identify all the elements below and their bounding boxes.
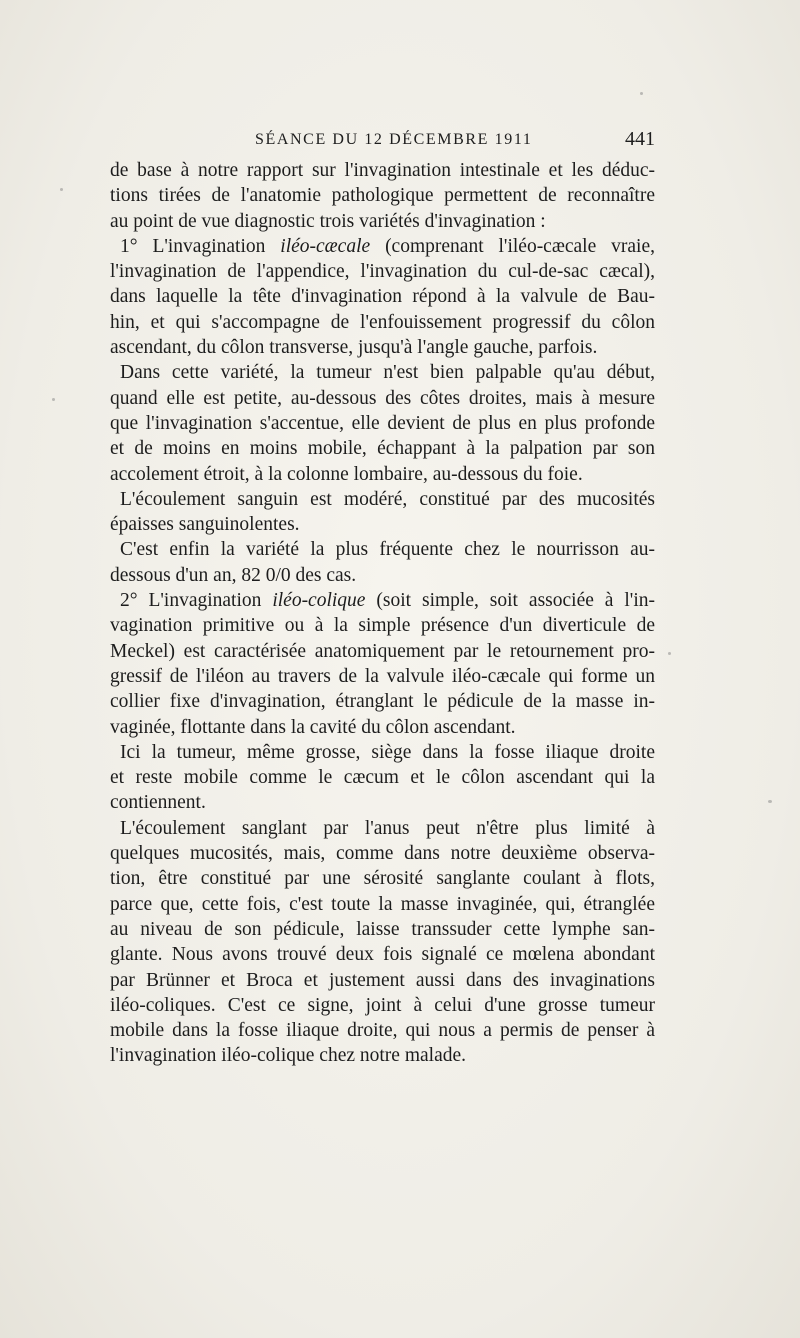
italic-term: iléo-cæcale — [280, 235, 371, 257]
text-line: au niveau de son pédicule, laisse transsuder cette lymphe san- — [110, 918, 655, 940]
text-line: iléo-coliques. C'est ce signe, joint à celui d'une grosse tumeur — [110, 994, 655, 1016]
text-line: hin, et qui s'accompagne de l'enfouissement progressif du côlon — [110, 311, 655, 333]
text-segment: 1° L'invagination — [120, 235, 281, 257]
text-line: de base à notre rapport sur l'invagination intestinale et les déduc- — [110, 160, 655, 181]
text-line: contiennent. — [110, 792, 206, 814]
paper-speck — [668, 652, 671, 655]
text-line: Ici la tumeur, même grosse, siège dans la fosse iliaque droite — [120, 741, 655, 763]
text-line: au point de vue diagnostic trois variétés d'invagination : — [110, 210, 546, 232]
text-line: accolement étroit, à la colonne lombaire, au-dessous du foie. — [110, 463, 583, 485]
text-line: collier fixe d'invagination, étranglant le pédicule de la masse in- — [110, 691, 655, 713]
text-line: tions tirées de l'anatomie pathologique permettent de reconnaître — [110, 185, 655, 207]
text-line — [110, 588, 655, 613]
text-segment: (comprenant l'iléo-cæcale vraie, — [370, 235, 655, 257]
page-header — [110, 128, 655, 158]
text-line: L'écoulement sanguin est modéré, constitué par des mucosités — [120, 488, 655, 510]
text-line: vagination primitive ou à la simple présence d'un diverticule de — [110, 615, 655, 637]
text-line: l'invagination iléo-colique chez notre malade. — [110, 1045, 466, 1067]
text-line: gressif de l'iléon au travers de la valvule iléo-cæcale qui forme un — [110, 665, 655, 687]
text-line: L'écoulement sanglant par l'anus peut n'être plus limité à — [120, 817, 655, 839]
text-line: glante. Nous avons trouvé deux fois signalé ce mœlena abondant — [110, 944, 655, 966]
text-line: Meckel) est caractérisée anatomiquement par le retournement pro- — [110, 640, 655, 662]
text-line: quelques mucosités, mais, comme dans notre deuxième observa- — [110, 843, 655, 865]
running-head: SÉANCE DU 12 DÉCEMBRE 1911 — [255, 131, 533, 148]
text-line — [110, 234, 655, 259]
text-line: l'invagination de l'appendice, l'invagination du cul-de-sac cæcal), — [110, 261, 655, 283]
paper-speck — [60, 188, 63, 191]
text-line: mobile dans la fosse iliaque droite, qui nous a permis de penser à — [110, 1020, 655, 1042]
paper-speck — [768, 800, 772, 803]
text-line: ascendant, du côlon transverse, jusqu'à l'angle gauche, parfois. — [110, 337, 598, 359]
text-line: Dans cette variété, la tumeur n'est bien palpable qu'au début, — [120, 362, 655, 384]
text-line: tion, être constitué par une sérosité sanglante coulant à flots, — [110, 868, 655, 890]
paper-speck — [640, 92, 643, 95]
text-segment: 2° L'invagination — [120, 590, 273, 612]
text-line: et de moins en moins mobile, échappant à la palpation par son — [110, 438, 655, 460]
text-line: dessous d'un an, 82 0/0 des cas. — [110, 564, 357, 586]
text-line: par Brünner et Broca et justement aussi dans des invaginations — [110, 969, 655, 991]
text-line: C'est enfin la variété la plus fréquente chez le nourrisson au- — [120, 539, 655, 561]
paper-speck — [52, 398, 55, 401]
text-line: quand elle est petite, au-dessous des côtes droites, mais à mesure — [110, 387, 655, 409]
text-line: épaisses sanguinolentes. — [110, 514, 300, 536]
text-line: parce que, cette fois, c'est toute la masse invaginée, qui, étranglée — [110, 893, 655, 915]
text-segment: (soit simple, soit associée à l'in- — [365, 590, 655, 612]
text-line: et reste mobile comme le cæcum et le côlon ascendant qui la — [110, 767, 655, 789]
italic-term: iléo-colique — [272, 590, 366, 612]
body-text — [110, 158, 655, 1069]
text-line: que l'invagination s'accentue, elle devient de plus en plus profonde — [110, 412, 655, 434]
text-line: dans laquelle la tête d'invagination répond à la valvule de Bau- — [110, 286, 655, 308]
page-number: 441 — [625, 128, 655, 150]
text-line: vaginée, flottante dans la cavité du côlon ascendant. — [110, 716, 516, 738]
